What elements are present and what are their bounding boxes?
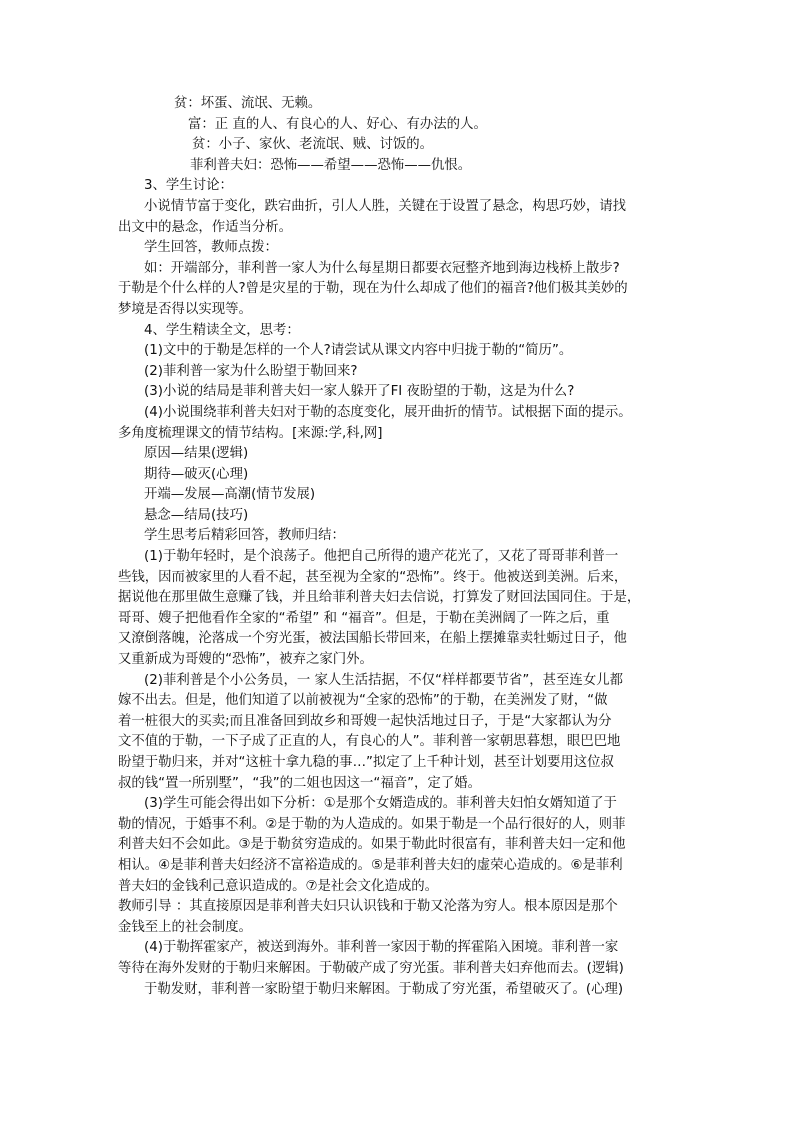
- answer-line: 普夫妇的金钱利己意识造成的。⑦是社会文化造成的。: [118, 878, 438, 894]
- structure-item: 悬念—结局(技巧): [144, 507, 249, 523]
- answer-line: 嫁不出去。但是，他们知道了以前被视为“全家的恐怖”的于勒，在美洲发了财，“做: [118, 693, 608, 709]
- document-page: [118, 94, 680, 1000]
- text-line: 富：正 直的人、有良心的人、好心、有办法的人。: [188, 116, 487, 132]
- answer-line: 又重新成为哥嫂的“恐怖”，被弃之家门外。: [118, 652, 373, 668]
- text-line: 菲利普夫妇：恐怖——希望——恐怖——仇恨。: [190, 157, 472, 173]
- question-item: (3)小说的结局是菲利普夫妇一家人躲开了FI 夜盼望的于勒，这是为什么?: [144, 384, 575, 400]
- section-heading: 4、学生精读全文，思考：: [144, 322, 300, 338]
- text-line: 梦境是否得以实现等。: [118, 301, 252, 317]
- answer-line: 据说他在那里做生意赚了钱，并且给菲利普夫妇去信说，打算发了财回法国同住。于是，: [118, 590, 641, 606]
- answer-line: 哥哥、嫂子把他看作全家的“希望” 和 “福音”。但是，于勒在美洲阔了一阵之后，重: [118, 610, 610, 626]
- answer-line: 叔的钱“置一所别墅”，“我”的二姐也因这一“福音”，定了婚。: [118, 775, 481, 791]
- answer-line: 勒的情况，于婚事不利。②是于勒的为人造成的。如果于勒是一个品行很好的人，则菲: [118, 816, 626, 832]
- structure-item: 开端—发展—高潮(情节发展): [144, 487, 316, 503]
- text-line: 多角度梳理课文的情节结构。[来源:学,科,网]: [118, 425, 383, 441]
- teacher-guide-line: 金钱至上的社会制度。: [118, 919, 252, 935]
- text-line: 如：开端部分，菲利普一家人为什么每星期日都要衣冠整齐地到海边栈桥上散步?: [144, 260, 620, 276]
- teacher-guide-line: 教师引导 ：其直接原因是菲利普夫妇只认识钱和于勒又沦落为穷人。根本原因是那个: [118, 899, 618, 915]
- question-item: (2)菲利普一家为什么盼望于勒回来?: [144, 363, 358, 379]
- question-item: (4)小说围绕菲利普夫妇对于勒的态度变化，展开曲折的情节。试根据下面的提示。: [144, 404, 632, 420]
- answer-line: 又潦倒落魄，沦落成一个穷光蛋，被法国船长带回来，在船上摆摊靠卖牡蛎过日子，他: [118, 631, 627, 647]
- text-line: 于勒是个什么样的人?曾是灾星的于勒，现在为什么却成了他们的福音?他们极其美妙的: [118, 281, 628, 297]
- text-line: 小说情节富于变化，跌宕曲折，引人人胜，关键在于设置了悬念，构思巧妙，请找: [144, 198, 627, 214]
- answer-line: 些钱，因而被家里的人看不起，甚至视为全家的“恐怖”。终于。他被送到美洲。后来，: [118, 569, 628, 585]
- answer-line: (2)菲利普是个小公务员，一 家人生活拮据，不仅“样样都要节省”，甚至连女儿都: [144, 672, 623, 688]
- text-line: 学生回答，教师点拨：: [144, 240, 278, 256]
- answer-line: 利普夫妇不会如此。③是于勒贫穷造成的。如果于勒此时很富有，菲利普夫妇一定和他: [118, 837, 626, 853]
- answer-line: (3)学生可能会得出如下分析：①是那个女婿造成的。菲利普夫妇怕女婿知道了于: [144, 796, 617, 812]
- text-line: 学生思考后精彩回答，教师归结：: [144, 528, 345, 544]
- answer-line: 等待在海外发财的于勒归来解困。于勒破产成了穷光蛋。菲利普夫妇弃他而去。(逻辑): [118, 960, 624, 976]
- structure-item: 原因—结果(逻辑): [144, 446, 249, 462]
- answer-line: (4)于勒挥霍家产，被送到海外。菲利普一家因于勒的挥霍陷入困境。菲利普一家: [144, 940, 619, 956]
- question-item: (1)文中的于勒是怎样的一个人?请尝试从课文内容中归拢于勒的“简历”。: [144, 343, 573, 359]
- text-line: 贫：坏蛋、流氓、无赖。: [174, 96, 322, 111]
- answer-line: 着一桩很大的买卖;而且准备回到故乡和哥嫂一起快活地过日子，于是“大家都认为分: [118, 713, 612, 729]
- structure-item: 期待—破灭(心理): [144, 466, 249, 482]
- answer-line: (1)于勒年轻时，是个浪荡子。他把自己所得的遗产花光了，又花了哥哥菲利普一: [144, 549, 619, 565]
- text-line: 贫：小子、家伙、老流氓、贼、讨饭的。: [192, 137, 434, 153]
- text-line: 出文中的悬念，作适当分析。: [118, 219, 293, 235]
- answer-line: 于勒发财，菲利普一家盼望于勒归来解困。于勒成了穷光蛋，希望破灭了。(心理): [144, 981, 624, 997]
- answer-line: 盼望于勒归来，并对“这桩十拿九稳的事…”拟定了上千种计划，甚至计划要用这位叔: [118, 755, 614, 770]
- section-heading: 3、学生讨论：: [144, 178, 233, 194]
- answer-line: 相认。④是菲利普夫妇经济不富裕造成的。⑤是菲利普夫妇的虚荣心造成的。⑥是菲利: [118, 857, 623, 873]
- answer-line: 文不值的于勒，一下子成了正直的人，有良心的人”。菲利普一家朝思暮想，眼巴巴地: [118, 734, 621, 750]
